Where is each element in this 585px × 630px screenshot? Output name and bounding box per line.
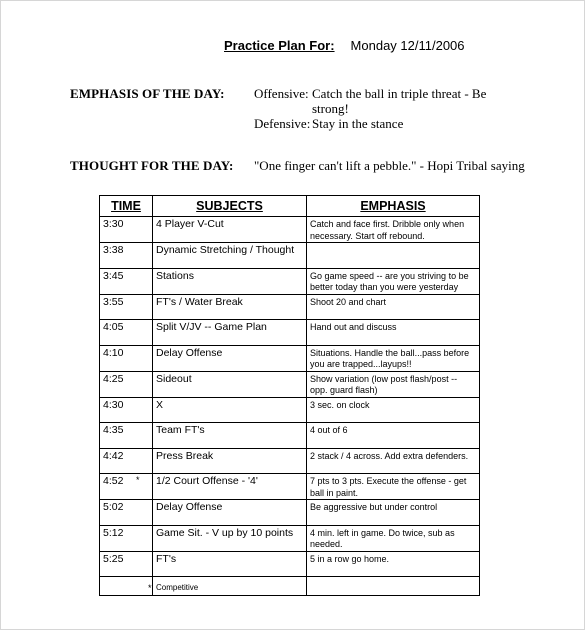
table-row (100, 217, 480, 243)
defensive-text: Stay in the stance (312, 116, 404, 131)
table-row (100, 448, 480, 474)
time-cell: 4:42 (100, 448, 153, 474)
time-cell (100, 474, 153, 500)
emphasis-cell: Be aggressive but under control (307, 500, 480, 526)
emphasis-cell: Catch and face first. Dribble only when necessary. Start off rebound. (307, 217, 480, 243)
practice-plan-label: Practice Plan For: (224, 38, 335, 53)
time-cell: 5:02 (100, 500, 153, 526)
footnote-cell (148, 577, 307, 596)
thought-of-day-text: "One finger can't lift a pebble." - Hopi Tribal saying (254, 158, 525, 173)
time-cell: 4:05 (100, 320, 153, 346)
emphasis-cell (307, 243, 480, 269)
time-cell: 5:12 (100, 525, 153, 551)
time-cell: 3:45 (100, 268, 153, 294)
emphasis-cell: 3 sec. on clock (307, 397, 480, 423)
time-column-header: TIME (100, 196, 153, 217)
table-row (100, 345, 480, 371)
table-row (100, 294, 480, 320)
defensive-label: Defensive: (254, 116, 311, 131)
emphasis-cell: 2 stack / 4 across. Add extra defenders. (307, 448, 480, 474)
emphasis-cell: Hand out and discuss (307, 320, 480, 346)
table-row (100, 371, 480, 397)
subject-cell: Stations (153, 268, 307, 294)
emphasis-cell: Shoot 20 and chart (307, 294, 480, 320)
time-cell: 3:38 (100, 243, 153, 269)
time-cell: 4:25 (100, 371, 153, 397)
subject-cell: Delay Offense (153, 345, 307, 371)
table-row (100, 500, 480, 526)
time-cell: 3:30 (100, 217, 153, 243)
practice-plan-header (224, 38, 465, 53)
footnote-row (100, 577, 480, 596)
time-cell: 4:35 (100, 423, 153, 449)
subjects-column-header: SUBJECTS (153, 196, 307, 217)
subject-cell: Split V/JV -- Game Plan (153, 320, 307, 346)
subject-cell: Team FT's (153, 423, 307, 449)
emphasis-cell: Situations. Handle the ball...pass before you are trapped...layups!! (307, 345, 480, 371)
table-row (100, 525, 480, 551)
table-row (100, 474, 480, 500)
footnote-time-cell (100, 577, 153, 596)
table-row (100, 551, 480, 577)
footnote (148, 583, 199, 593)
practice-date: Monday 12/11/2006 (350, 38, 465, 53)
table-row (100, 320, 480, 346)
table-header-row (100, 196, 480, 217)
time-cell: 4:30 (100, 397, 153, 423)
subject-cell: 1/2 Court Offense - '4' (153, 474, 307, 500)
time-cell: 3:55 (100, 294, 153, 320)
subject-cell: X (153, 397, 307, 423)
table-row (100, 423, 480, 449)
emphasis-cell: 4 out of 6 (307, 423, 480, 449)
thought-of-day-label: THOUGHT FOR THE DAY: (70, 158, 234, 173)
time-cell: 4:10 (100, 345, 153, 371)
footnote-text: Competitive (156, 583, 199, 592)
table-row (100, 243, 480, 269)
table-row (100, 397, 480, 423)
subject-cell: Game Sit. - V up by 10 points (153, 525, 307, 551)
time-value: 4:52 (103, 475, 124, 487)
emphasis-cell: Show variation (low post flash/post -- opp. guard flash) (307, 371, 480, 397)
emphasis-cell: 5 in a row go home. (307, 551, 480, 577)
table-row (100, 268, 480, 294)
time-cell: 5:25 (100, 551, 153, 577)
subject-cell: FT's (153, 551, 307, 577)
offensive-text: Catch the ball in triple threat - Be strong! (312, 86, 487, 116)
emphasis-cell: 7 pts to 3 pts. Execute the offense - get ball in paint. (307, 474, 480, 500)
subject-cell: FT's / Water Break (153, 294, 307, 320)
subject-cell: 4 Player V-Cut (153, 217, 307, 243)
subject-cell: Delay Offense (153, 500, 307, 526)
footnote-marker: * (148, 583, 152, 593)
emphasis-column-header: EMPHASIS (307, 196, 480, 217)
offensive-label: Offensive: (254, 86, 309, 101)
emphasis-cell: 4 min. left in game. Do twice, sub as needed. (307, 525, 480, 551)
emphasis-cell: Go game speed -- are you striving to be better today than you were yesterday (307, 268, 480, 294)
subject-cell: Sideout (153, 371, 307, 397)
emphasis-of-day-label: EMPHASIS OF THE DAY: (70, 86, 225, 101)
footnote-emphasis-cell (307, 577, 480, 596)
competitive-marker: * (136, 475, 140, 485)
practice-schedule-table (99, 195, 480, 596)
subject-cell: Press Break (153, 448, 307, 474)
subject-cell: Dynamic Stretching / Thought (153, 243, 307, 269)
